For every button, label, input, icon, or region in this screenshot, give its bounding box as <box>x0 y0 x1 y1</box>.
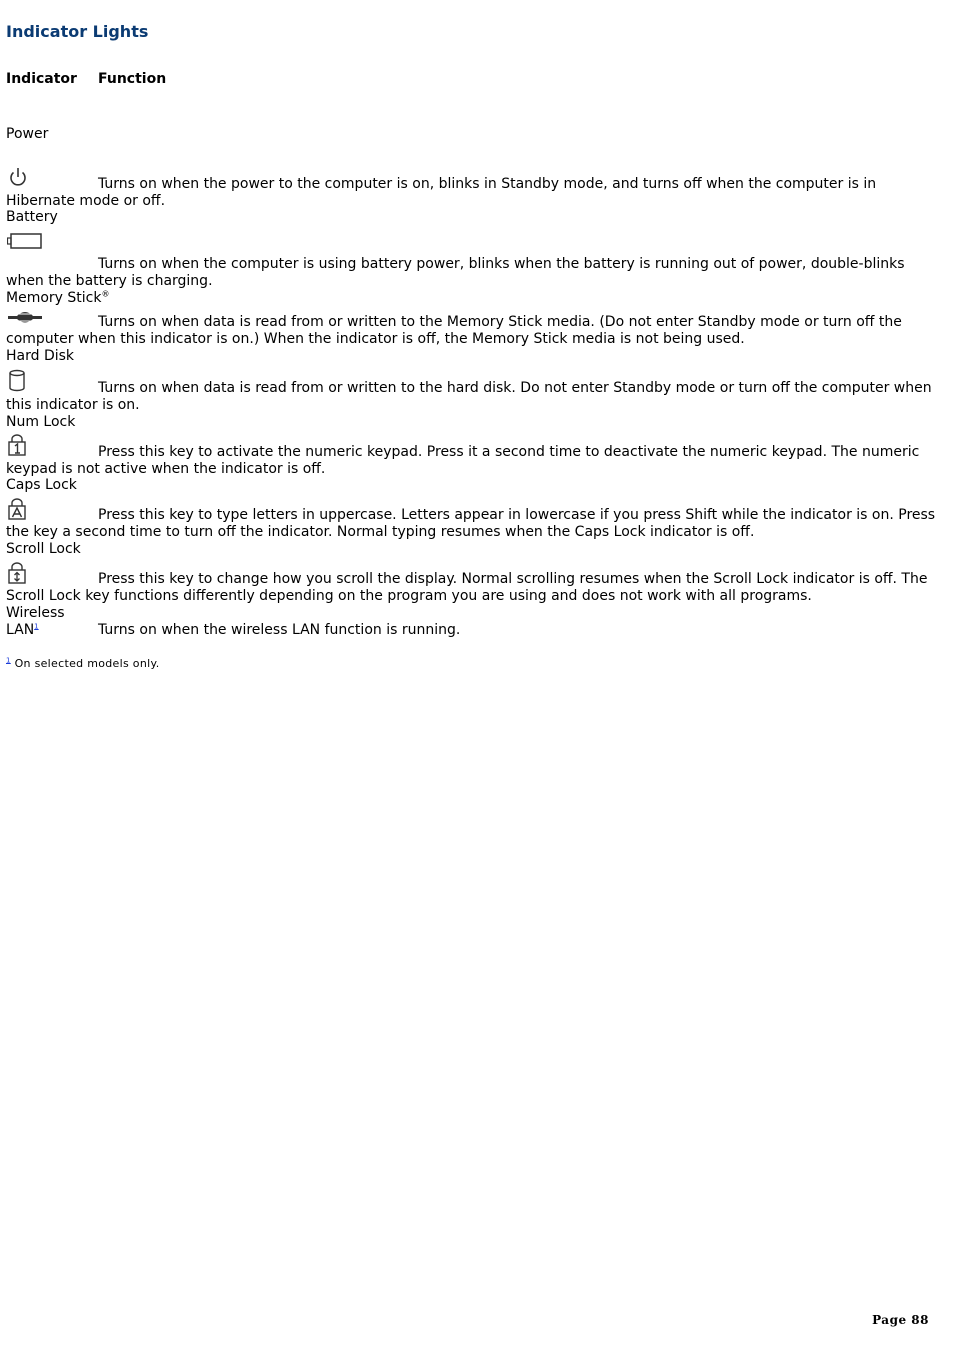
indicator-description-scroll-lock: Press this key to change how you scroll the display. Normal scrolling resumes when the Scroll Lock indicator is off. The Scroll Lock key functions differently depending on the program you are using and does not work with all programs. <box>6 571 928 604</box>
footnote-link[interactable]: 1 <box>34 622 39 631</box>
indicator-description-battery: Turns on when the computer is using battery power, blinks when the battery is running out of power, double-blinks when the battery is charging. <box>6 256 905 289</box>
indicator-description-power: Turns on when the power to the computer is on, blinks in Standby mode, and turns off when the computer is in Hibernate mode or off. <box>6 176 877 209</box>
indicator-name-num-lock: Num Lock <box>6 414 76 430</box>
indicator-name-wireless: Wireless <box>6 605 65 621</box>
footnote: $^1$ On selected models only. <box>6 656 160 670</box>
footnote-marker[interactable]: 1 <box>6 656 11 665</box>
indicator-name-scroll-lock: Scroll Lock <box>6 541 81 557</box>
indicator-name-lan: LAN$^1$ <box>6 622 39 638</box>
indicator-description-caps-lock: Press this key to type letters in uppercase. Letters appear in lowercase if you press Shift while the indicator is on. Press the key a second time to turn off the indicator. Normal typing resumes when the Caps Lock indicator is off. <box>6 507 936 540</box>
indicator-name-caps-lock: Caps Lock <box>6 477 77 493</box>
indicator-description-memory-stick: Turns on when data is read from or written to the Memory Stick media. (Do not enter Standby mode or turn off the computer when this indicator is on.) When the indicator is off, the Memory Stick media is not being used. <box>6 314 902 347</box>
page-title: Indicator Lights <box>6 22 149 41</box>
column-header-indicator: Indicator <box>6 71 77 87</box>
battery-icon <box>7 232 43 250</box>
indicator-name-hard-disk: Hard Disk <box>6 348 75 364</box>
page-number: Page 88 <box>872 1313 929 1327</box>
indicator-name-power: Power <box>6 126 49 142</box>
indicator-description-hard-disk: Turns on when data is read from or written to the hard disk. Do not enter Standby mode or turn off the computer when this indicator is on. <box>6 380 932 413</box>
indicator-name-memory-stick: Memory Stick® <box>6 289 110 306</box>
indicator-description-num-lock: Press this key to activate the numeric keypad. Press it a second time to deactivate the numeric keypad. The numeric keypad is not active when the indicator is off. <box>6 444 920 477</box>
column-header-function: Function <box>98 71 167 87</box>
registered-mark: ® <box>101 289 110 299</box>
indicator-name-battery: Battery <box>6 209 58 225</box>
indicator-description-wireless-lan: Turns on when the wireless LAN function is running. <box>98 622 461 638</box>
